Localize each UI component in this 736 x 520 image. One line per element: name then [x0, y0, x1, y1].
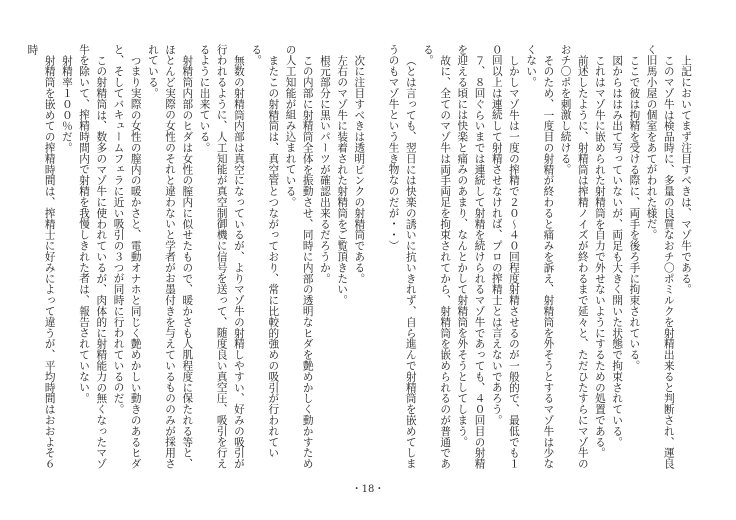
section-1 — [384, 44, 694, 472]
paragraph: 左右のマゾ牛に装着された射精筒をご覧頂きたい。 — [336, 54, 349, 306]
paragraph: （とは言っても、翌日には快楽の誘いに抗いきれず、自ら進んで射精筒を嵌めてしまうのもマゾ牛という生き物なのだが・・） — [387, 44, 417, 469]
paragraph: 根元部分に黒いパーツが確認出来るだろうか。 — [318, 54, 331, 284]
paragraph: つまり実際の女性の膣内の暖かさと、電動オナホと同じく艶めかしい動きのあるヒダと、そしてバキュームフェラに近い吸引の３つが同時に行われているのだ。 — [112, 44, 142, 469]
paragraph: 射精筒内部のヒダは女性の膣内に似せたもので、暖かさも人肌程度に保たれる等と、ほとんど実際の女性のそれと違わないと学者がお墨付きを与えているもののみが採用されている。 — [146, 44, 194, 470]
page-number: ・18・ — [351, 484, 385, 495]
paragraph: 射精筒を嵌めての搾精時間は、搾精士に好みによって違うが、平均時間はおおよそ６時 — [26, 44, 56, 469]
paragraph: このマゾ牛は検品時に、多量の良質なおチ〇ポミルクを射精出来ると判断され、運良く旧馬小屋の個室をあてがわれた様だ。 — [645, 44, 675, 469]
paragraph: そのため、一度目の射精が終わると痛みを訴え、射精筒を外そうとするマゾ牛は少なくない。 — [525, 44, 555, 469]
paragraph: この内部に射精筒全体を振動させ、同時に内部の透明なヒダを艶めかしく動かすための人工知能が組み込まれている。 — [284, 44, 314, 469]
paragraph: 次に注目すべきは透明ピンクの射精筒である。 — [353, 54, 366, 284]
paragraph: 無数の射精筒内部は真空になっているが、よりマゾ牛の射精しやすい、好みの吸引が行われるように、人工知能が真空制御機に信号を送って、随度良い真空圧、吸引を行えるように出来ている。 — [198, 44, 245, 470]
paragraph: またこの射精筒は、真空管とつながっており、常に比較的強めの吸引が行われている。 — [250, 44, 280, 458]
paragraph: 図からははみ出て写っていないが、両足も大きく開いた状態で拘束されている。 — [611, 54, 624, 447]
paragraph: 射精率１００％だ。 — [60, 54, 73, 153]
paragraph: しかしマゾ牛は一度の搾精で２０～４０回程度射精させるのが一般的で、最低でも１０回以上は連続して射精させなければ、プロの搾精士とは言えないであろう。 — [490, 44, 520, 469]
paragraph: この射精筒は、数多のマゾ牛に使われているが、肉体的に射精能力の無くなったマゾ牛を除いて、搾精時間内で射精を我慢しきれた者は、報告されていない。 — [78, 44, 108, 469]
vertical-text-body — [26, 44, 694, 472]
paragraph: 上記においてまず注目すべきは、マゾ牛である。 — [680, 54, 692, 295]
section-2 — [23, 44, 367, 472]
paragraph: ここで彼は拘精を受ける際に、両手を後ろ手に拘束されている。 — [628, 54, 641, 371]
paragraph: 前述したように、射精筒は搾精ノイズが終わるまで延々と、ただひたすらにマゾ牛のおチ〇ポを刺激し続ける。 — [559, 44, 589, 469]
paragraph: 故に、全てのマゾ牛は両手両足を拘束されてから、射精筒を嵌められるのが普通である。 — [421, 44, 452, 469]
paragraph: ７、８回ぐらいまでは連続して射精を続けられるマゾ牛であっても、４０回目の射精を迎える頃には快楽と痛みのあまり、なんとかして射精筒を外そうとしてしまう。 — [456, 44, 486, 469]
section-gap — [367, 44, 384, 472]
paragraph: これはマゾ牛に嵌められた射精筒を自力で外せないようにするための処置である。 — [593, 54, 606, 458]
